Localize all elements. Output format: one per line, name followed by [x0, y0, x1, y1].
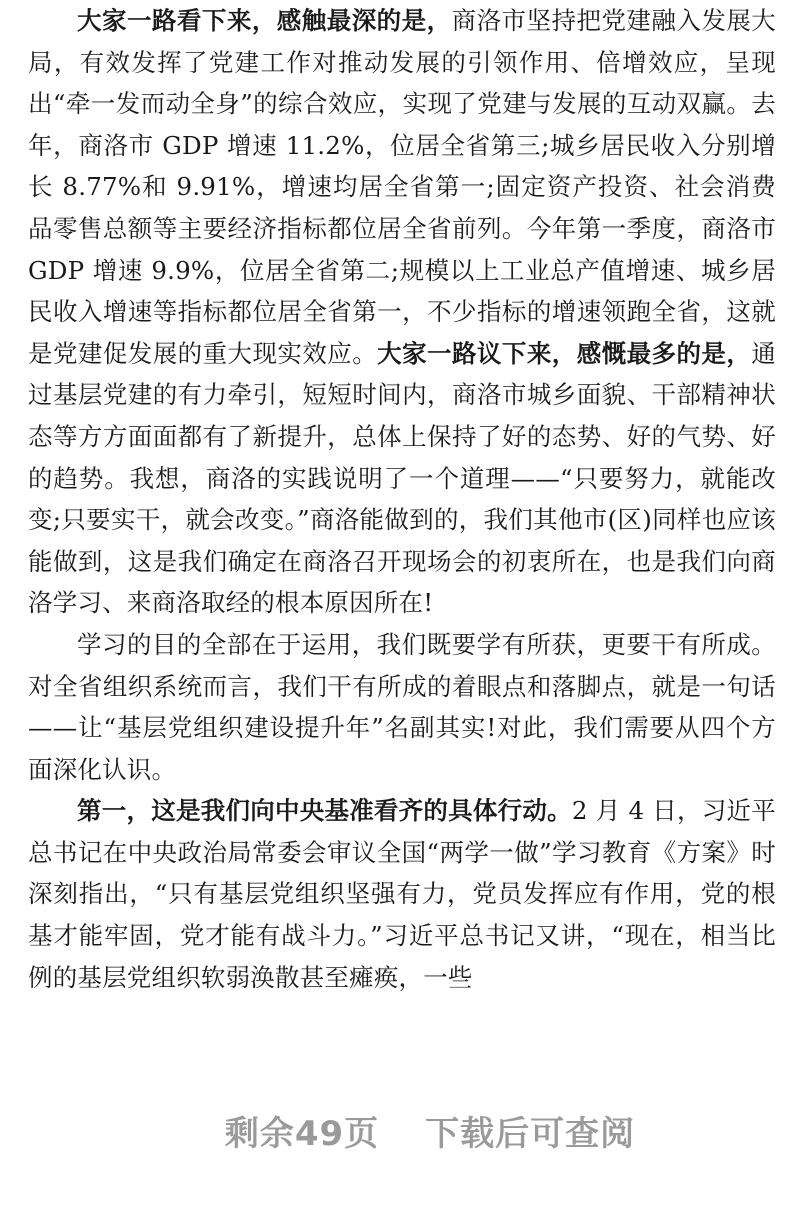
paragraph-2-text: 学习的目的全部在于运用，我们既要学有所获，更要干有所成。对全省组织系统而言，我们干有所成的着眼点和落脚点，就是一句话——让“基层党组织建设提升年”名副其实!对此，我们需要从四个方面深化认识。	[28, 629, 776, 784]
paragraph-1-text-2: 通过基层党建的有力牵引，短短时间内，商洛市城乡面貌、干部精神状态等方方面面都有了新提升，总体上保持了好的态势、好的气势、好的趋势。我想，商洛的实践说明了一个道理——“只要努力，就能改变;只要实干，就会改变。”商洛能做到的，我们其他市(区)同样也应该能做到，这是我们确定在商洛召开现场会的初衷所在，也是我们向商洛学习、来商洛取经的根本原因所在!	[28, 338, 776, 618]
paragraph-2	[28, 624, 776, 790]
paragraph-1-lead-1: 大家一路看下来，感触最深的是，	[77, 6, 452, 35]
paragraph-1-text-1: 商洛市坚持把党建融入发展大局，有效发挥了党建工作对推动发展的引领作用、倍增效应，呈现出“牵一发而动全身”的综合效应，实现了党建与发展的互动双赢。去年，商洛市 GDP 增速 11.2%，位居全省第三;城乡居民收入分别增长 8.77%和 9.91%，增速均居全省第一;固定资产投资、社会消费品零售总额等主要经济指标都位居全省前列。今年第一季度，商洛市 GDP 增速 9.9%，位居全省第二;规模以上工业总产值增速、城乡居民收入增速等指标都位居全省第一，不少指标的增速领跑全省，这就是党建促发展的重大现实效应。	[28, 6, 776, 368]
download-to-view-label: 下载后可查阅	[425, 1114, 636, 1154]
remaining-pages-label: 剩余49页	[224, 1114, 380, 1154]
paragraph-3	[28, 790, 776, 998]
paragraph-1-lead-2: 大家一路议下来，感慨最多的是，	[377, 338, 752, 368]
paragraph-1	[28, 0, 776, 624]
download-prompt[interactable]	[0, 1106, 800, 1155]
document-body	[28, 0, 776, 998]
paragraph-3-lead: 第一，这是我们向中央基准看齐的具体行动。	[77, 796, 572, 826]
paragraph-3-text: 2 月 4 日，习近平总书记在中央政治局常委会审议全国“两学一做”学习教育《方案》时深刻指出，“只有基层党组织坚强有力，党员发挥应有作用，党的根基才能牢固，党才能有战斗力。”习近平总书记又讲，“现在，相当比例的基层党组织软弱涣散甚至瘫痪，一些	[28, 796, 776, 992]
